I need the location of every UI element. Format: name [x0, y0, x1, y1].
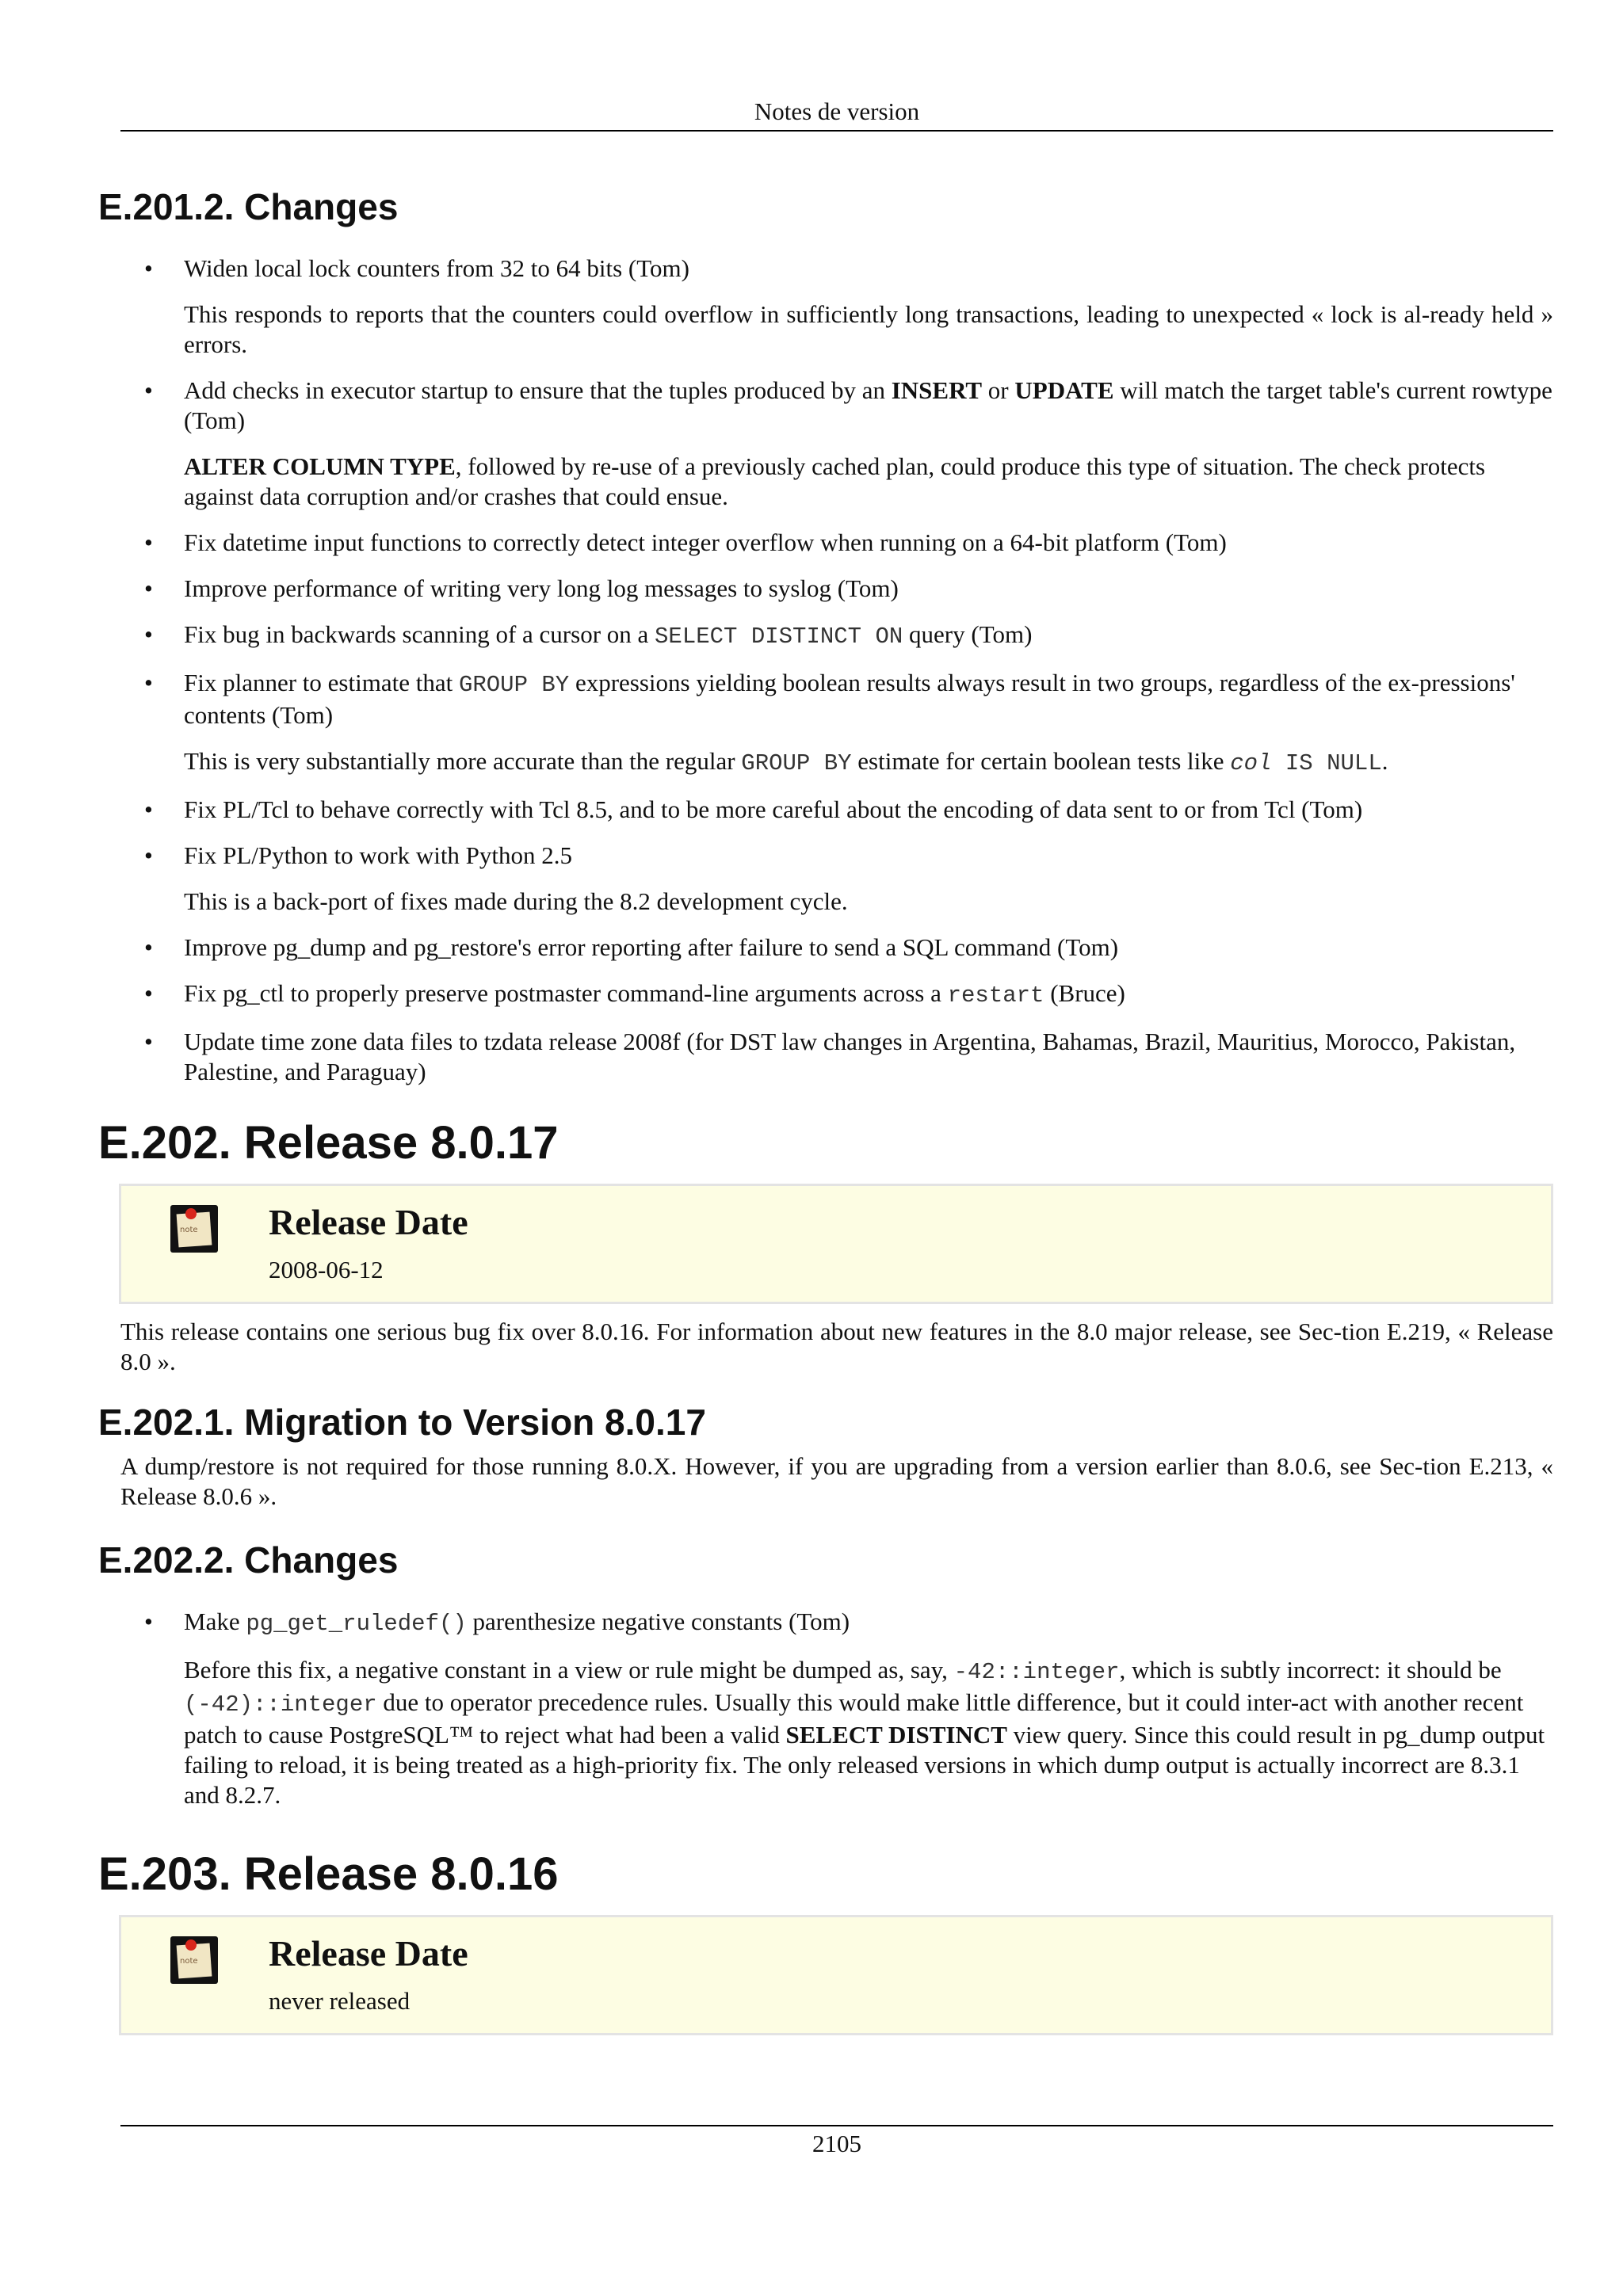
- list-item: [120, 1027, 1553, 1087]
- release-date-value: 2008-06-12: [269, 1256, 384, 1283]
- note-title: Release Date: [269, 1933, 468, 1974]
- item-text: • Widen local lock counters from 32 to 64 bits (Tom): [184, 254, 689, 282]
- release-intro: This release contains one serious bug fix over 8.0.16. For information about new features in the 8.0 major release, see Sec-tion E.219, « Release 8.0 ».: [120, 1318, 1553, 1375]
- section-heading-e201-2: E.201.2. Changes: [98, 186, 399, 227]
- list-item: [120, 668, 1553, 779]
- list-item: [120, 528, 1553, 558]
- item-detail: Before this fix, a negative constant in a view or rule might be dumped as, say, -42::integer, which is subtly incorrect: it should be (-42)::integer due to operator precedence rules. Usually this would make little difference, but it could inter-act with another recent patch to cause PostgreSQL™ to reject what had been a valid SELECT DISTINCT view query. Since this could result in pg_dump output failing to reload, it is being treated as a high-priority fix. The only released versions in which dump output is actually incorrect are 8.3.1 and 8.2.7.: [184, 1656, 1545, 1809]
- changes-list-e202-2: [120, 1607, 1553, 1810]
- list-item: [120, 574, 1553, 604]
- item-text: • Fix planner to estimate that GROUP BY expressions yielding boolean results always result in two groups, regardless of the ex-pressions' contents (Tom): [184, 669, 1515, 729]
- section-heading-e202-2: E.202.2. Changes: [98, 1539, 399, 1581]
- list-item: [120, 376, 1553, 512]
- item-text: • Fix datetime input functions to correctly detect integer overflow when running on a 64-bit platform (Tom): [184, 528, 1227, 556]
- item-detail: This is a back-port of fixes made during the 8.2 development cycle.: [184, 887, 848, 915]
- note-icon: note: [170, 1936, 218, 1984]
- section-heading-e202-1: E.202.1. Migration to Version 8.0.17: [98, 1402, 706, 1443]
- note-icon: note: [170, 1205, 218, 1253]
- running-header: Notes de version: [120, 93, 1553, 132]
- item-text: • Update time zone data files to tzdata release 2008f (for DST law changes in Argentina, Bahamas, Brazil, Mauritius, Morocco, Pakistan, Palestine, and Paraguay): [184, 1028, 1516, 1085]
- list-item: [120, 795, 1553, 825]
- item-detail: This responds to reports that the counters could overflow in sufficiently long transactions, leading to unexpected « lock is al-ready held » errors.: [184, 300, 1553, 358]
- list-item: [120, 841, 1553, 917]
- page-content: [98, 184, 1553, 2035]
- item-text: • Fix PL/Python to work with Python 2.5: [184, 841, 573, 869]
- item-detail: This is very substantially more accurate than the regular GROUP BY estimate for certain boolean tests like col IS NULL.: [184, 747, 1388, 776]
- item-text: • Fix PL/Tcl to behave correctly with Tcl 8.5, and to be more careful about the encoding of data sent to or from Tcl (Tom): [184, 795, 1363, 823]
- item-text: • Improve pg_dump and pg_restore's error reporting after failure to send a SQL command (Tom): [184, 933, 1119, 961]
- release-date-note: [119, 1184, 1553, 1304]
- item-text: • Add checks in executor startup to ensure that the tuples produced by an INSERT or UPDATE will match the target table's current rowtype (Tom): [184, 376, 1552, 434]
- list-item: [120, 254, 1553, 360]
- item-text: • Improve performance of writing very long log messages to syslog (Tom): [184, 574, 899, 602]
- release-date-note: [119, 1915, 1553, 2035]
- list-item: [120, 620, 1553, 652]
- changes-list-e201-2: [120, 254, 1553, 1087]
- list-item: [120, 978, 1553, 1011]
- item-text: • Fix bug in backwards scanning of a cursor on a SELECT DISTINCT ON query (Tom): [184, 620, 1033, 650]
- page-number: 2105: [120, 2125, 1553, 2160]
- note-title: Release Date: [269, 1202, 468, 1242]
- item-text: • Fix pg_ctl to properly preserve postmaster command-line arguments across a restart (Bruce): [184, 979, 1125, 1009]
- list-item: [120, 933, 1553, 963]
- item-text: • Make pg_get_ruledef() parenthesize negative constants (Tom): [184, 1608, 850, 1637]
- release-date-value: never released: [269, 1987, 411, 2015]
- section-heading-e203: E.203. Release 8.0.16: [98, 1848, 559, 1900]
- item-detail: ALTER COLUMN TYPE, followed by re-use of a previously cached plan, could produce this type of situation. The check protects against data corruption and/or crashes that could ensue.: [184, 452, 1486, 510]
- migration-text: A dump/restore is not required for those running 8.0.X. However, if you are upgrading from a version earlier than 8.0.6, see Sec-tion E.213, « Release 8.0.6 ».: [120, 1452, 1553, 1510]
- section-heading-e202: E.202. Release 8.0.17: [98, 1117, 559, 1169]
- list-item: [120, 1607, 1553, 1810]
